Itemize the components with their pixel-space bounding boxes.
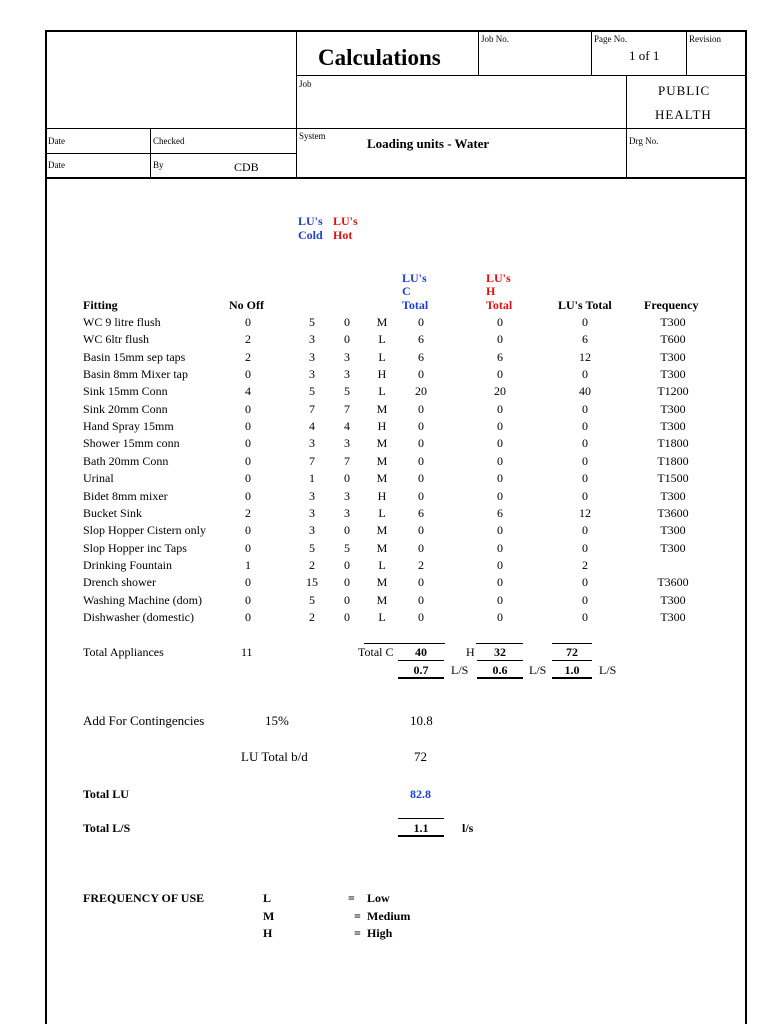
total-ls-value: 1.1 bbox=[413, 821, 429, 835]
row-no-off: 0 bbox=[245, 401, 251, 416]
row-lu-total: 0 bbox=[582, 419, 588, 434]
row-c-total: 6 bbox=[418, 332, 424, 347]
col-c-total-1: LU's bbox=[402, 271, 427, 285]
row-no-off: 0 bbox=[245, 540, 251, 555]
row-h-total: 0 bbox=[497, 540, 503, 555]
row-c-total: 0 bbox=[418, 419, 424, 434]
row-lu-hot: 7 bbox=[344, 453, 350, 468]
row-fitting: Basin 8mm Mixer tap bbox=[83, 367, 188, 382]
row-freq-code: L bbox=[378, 557, 386, 572]
total-flow-value: 1.0 bbox=[564, 663, 580, 677]
row-fitting: Sink 20mm Conn bbox=[83, 401, 168, 416]
row-no-off: 0 bbox=[245, 575, 251, 590]
by-label: By bbox=[153, 160, 164, 170]
row-fitting: WC 9 litre flush bbox=[83, 315, 161, 329]
row-lu-hot: 3 bbox=[344, 349, 350, 364]
row-lu-hot: 3 bbox=[344, 367, 350, 382]
row-lu-hot: 4 bbox=[344, 419, 350, 434]
row-frequency: T300 bbox=[660, 315, 686, 329]
row-fitting: Sink 15mm Conn bbox=[83, 384, 168, 399]
row-h-total: 0 bbox=[497, 367, 503, 382]
row-c-total: 0 bbox=[418, 401, 424, 416]
row-lu-cold: 3 bbox=[309, 367, 315, 382]
row-lu-cold: 3 bbox=[309, 436, 315, 451]
row-freq-code: M bbox=[376, 523, 388, 538]
row-h-total: 0 bbox=[497, 332, 503, 347]
col-frequency: Frequency bbox=[644, 298, 699, 312]
row-lu-total: 0 bbox=[582, 436, 588, 451]
row-lu-cold: 5 bbox=[309, 315, 315, 329]
legend-code: M bbox=[263, 908, 275, 923]
row-lu-total: 0 bbox=[582, 523, 588, 538]
total-ls-label: Total L/S bbox=[83, 821, 131, 835]
row-lu-cold: 2 bbox=[309, 609, 315, 624]
h-flow-box-top bbox=[477, 660, 523, 661]
row-lu-hot: 0 bbox=[344, 575, 350, 590]
row-h-total: 6 bbox=[497, 349, 503, 364]
col-lu-total: LU's Total bbox=[558, 298, 612, 312]
legend-equals: = bbox=[348, 891, 355, 905]
lu-bd-value: 72 bbox=[414, 749, 427, 764]
row-no-off: 0 bbox=[245, 488, 251, 503]
col-c-total-3: Total bbox=[402, 298, 429, 312]
total-appliances-label: Total Appliances bbox=[83, 645, 164, 659]
total-flow-unit: L/S bbox=[599, 663, 617, 677]
row-lu-hot: 3 bbox=[344, 505, 350, 520]
legend-meaning: Low bbox=[367, 891, 390, 905]
revision-label: Revision bbox=[689, 34, 722, 44]
row-h-total: 20 bbox=[494, 384, 506, 399]
row-lu-hot: 0 bbox=[344, 332, 350, 347]
row-c-total: 0 bbox=[418, 453, 424, 468]
total-lu-value: 82.8 bbox=[410, 787, 431, 801]
row-freq-code: L bbox=[378, 332, 386, 347]
row-lu-cold: 3 bbox=[309, 488, 315, 503]
row-h-total: 0 bbox=[497, 453, 503, 468]
header-vline-left bbox=[296, 30, 297, 178]
row-c-total: 0 bbox=[418, 367, 424, 382]
row-lu-hot: 0 bbox=[344, 315, 350, 329]
row-freq-code: L bbox=[378, 505, 386, 520]
legend-equals: = bbox=[354, 908, 361, 923]
row-lu-cold: 7 bbox=[309, 401, 315, 416]
row-h-total: 0 bbox=[497, 592, 503, 607]
h-flow-unit: L/S bbox=[529, 663, 547, 677]
legend-meaning: High bbox=[367, 926, 393, 940]
checked-label: Checked bbox=[153, 136, 185, 146]
total-c-label: Total C bbox=[358, 645, 394, 659]
row-frequency: T600 bbox=[660, 332, 686, 347]
header-hline-by bbox=[45, 153, 297, 154]
row-c-total: 0 bbox=[418, 523, 424, 538]
row-c-total: 6 bbox=[418, 505, 424, 520]
row-lu-total: 0 bbox=[582, 609, 588, 624]
lu-hot-top: LU's bbox=[333, 214, 358, 228]
row-fitting: Hand Spray 15mm bbox=[83, 419, 174, 434]
row-c-total: 0 bbox=[418, 436, 424, 451]
row-c-total: 0 bbox=[418, 315, 424, 329]
row-freq-code: H bbox=[377, 367, 387, 382]
row-frequency: T1800 bbox=[657, 453, 689, 468]
row-lu-hot: 3 bbox=[344, 436, 350, 451]
lu-cold-top: LU's bbox=[298, 214, 323, 228]
row-lu-cold: 3 bbox=[309, 505, 315, 520]
system-label: System bbox=[299, 131, 326, 141]
c-flow-box-top bbox=[398, 660, 444, 661]
row-lu-total: 0 bbox=[582, 453, 588, 468]
row-frequency: T300 bbox=[660, 401, 686, 416]
row-fitting: Bidet 8mm mixer bbox=[83, 488, 168, 503]
discipline-line1: PUBLIC bbox=[658, 83, 711, 98]
row-freq-code: L bbox=[378, 384, 386, 399]
row-no-off: 2 bbox=[245, 332, 251, 347]
row-freq-code: H bbox=[377, 488, 387, 503]
row-fitting: Slop Hopper inc Taps bbox=[83, 540, 187, 555]
system-value: Loading units - Water bbox=[367, 136, 490, 151]
legend-meaning: Medium bbox=[367, 908, 411, 923]
row-c-total: 0 bbox=[418, 609, 424, 624]
total-lu-overline bbox=[552, 643, 592, 644]
row-fitting: Bucket Sink bbox=[83, 505, 142, 520]
row-lu-total: 12 bbox=[579, 505, 591, 520]
row-frequency: T1800 bbox=[657, 436, 689, 451]
row-lu-total: 0 bbox=[582, 575, 588, 590]
total-c-overline bbox=[364, 643, 445, 644]
col-no-off: No Off bbox=[229, 298, 264, 312]
row-fitting: Washing Machine (dom) bbox=[83, 592, 203, 607]
total-h-overline bbox=[476, 643, 523, 644]
row-h-total: 0 bbox=[497, 557, 503, 572]
row-h-total: 6 bbox=[497, 505, 503, 520]
row-c-total: 6 bbox=[418, 349, 424, 364]
page-no-value: 1 of 1 bbox=[629, 48, 660, 63]
col-h-total-2: H bbox=[486, 284, 496, 298]
row-lu-total: 0 bbox=[582, 367, 588, 382]
row-c-total: 20 bbox=[415, 384, 427, 399]
row-lu-hot: 0 bbox=[344, 609, 350, 624]
row-frequency: T300 bbox=[660, 523, 686, 538]
row-no-off: 0 bbox=[245, 367, 251, 382]
row-freq-code: M bbox=[376, 471, 388, 486]
row-h-total: 0 bbox=[497, 609, 503, 624]
row-lu-total: 6 bbox=[582, 332, 588, 347]
header-vline-revision bbox=[686, 30, 687, 75]
c-flow-value: 0.7 bbox=[413, 663, 429, 677]
row-freq-code: M bbox=[376, 540, 388, 555]
row-lu-cold: 3 bbox=[309, 332, 315, 347]
legend-equals: = bbox=[354, 926, 361, 940]
row-no-off: 2 bbox=[245, 505, 251, 520]
h-flow-value: 0.6 bbox=[492, 663, 508, 677]
frame-top bbox=[45, 30, 747, 32]
lu-bd-label: LU Total b/d bbox=[241, 749, 308, 764]
row-no-off: 0 bbox=[245, 315, 251, 329]
col-h-total-1: LU's bbox=[486, 271, 511, 285]
row-freq-code: M bbox=[376, 575, 388, 590]
row-lu-hot: 0 bbox=[344, 592, 350, 607]
row-h-total: 0 bbox=[497, 436, 503, 451]
col-fitting: Fitting bbox=[83, 298, 118, 312]
row-freq-code: M bbox=[376, 592, 388, 607]
row-freq-code: L bbox=[378, 349, 386, 364]
row-fitting: Drench shower bbox=[83, 575, 156, 590]
row-c-total: 0 bbox=[418, 575, 424, 590]
row-lu-cold: 15 bbox=[306, 575, 318, 590]
row-lu-cold: 5 bbox=[309, 540, 315, 555]
row-frequency: T300 bbox=[660, 540, 686, 555]
row-frequency: T300 bbox=[660, 592, 686, 607]
by-value: CDB bbox=[234, 160, 259, 174]
row-lu-hot: 0 bbox=[344, 471, 350, 486]
row-fitting: Bath 20mm Conn bbox=[83, 453, 169, 468]
row-c-total: 0 bbox=[418, 471, 424, 486]
legend-code: L bbox=[263, 891, 272, 905]
total-h-value: 32 bbox=[494, 645, 506, 659]
row-lu-hot: 5 bbox=[344, 384, 350, 399]
row-lu-total: 12 bbox=[579, 349, 591, 364]
contingency-percent: 15% bbox=[265, 713, 289, 728]
total-lu-value: 72 bbox=[566, 645, 578, 659]
row-lu-cold: 1 bbox=[309, 471, 315, 486]
discipline-line2: HEALTH bbox=[655, 107, 712, 122]
row-lu-cold: 5 bbox=[309, 384, 315, 399]
row-fitting: Drinking Fountain bbox=[83, 557, 172, 572]
row-freq-code: M bbox=[376, 436, 388, 451]
row-lu-total: 0 bbox=[582, 540, 588, 555]
col-h-total-3: Total bbox=[486, 298, 513, 312]
row-lu-cold: 7 bbox=[309, 453, 315, 468]
row-no-off: 0 bbox=[245, 436, 251, 451]
legend-code: H bbox=[263, 926, 273, 940]
row-fitting: Basin 15mm sep taps bbox=[83, 349, 186, 364]
row-c-total: 0 bbox=[418, 592, 424, 607]
header-vline-pageno bbox=[591, 30, 592, 75]
c-flow-unit: L/S bbox=[451, 663, 469, 677]
job-label: Job bbox=[299, 79, 312, 89]
row-h-total: 0 bbox=[497, 401, 503, 416]
total-appliances-value: 11 bbox=[241, 645, 253, 659]
row-fitting: WC 6ltr flush bbox=[83, 332, 149, 347]
lu-hot-bottom: Hot bbox=[333, 228, 353, 242]
total-lu-label: Total LU bbox=[83, 787, 129, 801]
row-lu-hot: 3 bbox=[344, 488, 350, 503]
row-freq-code: L bbox=[378, 609, 386, 624]
header-vline-date bbox=[150, 128, 151, 178]
row-no-off: 0 bbox=[245, 471, 251, 486]
total-h-label: H bbox=[466, 645, 475, 659]
row-lu-total: 0 bbox=[582, 471, 588, 486]
row-fitting: Shower 15mm conn bbox=[83, 436, 180, 451]
row-lu-hot: 0 bbox=[344, 557, 350, 572]
row-c-total: 0 bbox=[418, 540, 424, 555]
row-frequency: T1200 bbox=[657, 384, 689, 399]
frequency-legend-title: FREQUENCY OF USE bbox=[83, 891, 205, 905]
row-lu-total: 0 bbox=[582, 592, 588, 607]
row-no-off: 0 bbox=[245, 609, 251, 624]
row-lu-hot: 7 bbox=[344, 401, 350, 416]
row-lu-cold: 5 bbox=[309, 592, 315, 607]
row-frequency: T300 bbox=[660, 349, 686, 364]
row-fitting: Dishwasher (domestic) bbox=[83, 609, 194, 624]
total-c-value: 40 bbox=[415, 645, 427, 659]
drg-no-label: Drg No. bbox=[629, 136, 659, 146]
row-frequency: T300 bbox=[660, 419, 686, 434]
page-no-label: Page No. bbox=[594, 34, 627, 44]
row-lu-total: 0 bbox=[582, 488, 588, 503]
total-ls-box-top bbox=[398, 818, 444, 819]
row-lu-total: 2 bbox=[582, 557, 588, 572]
row-lu-cold: 3 bbox=[309, 349, 315, 364]
row-lu-total: 40 bbox=[579, 384, 591, 399]
row-h-total: 0 bbox=[497, 575, 503, 590]
row-frequency: T300 bbox=[660, 488, 686, 503]
row-frequency: T3600 bbox=[657, 575, 689, 590]
row-h-total: 0 bbox=[497, 419, 503, 434]
row-frequency: T300 bbox=[660, 609, 686, 624]
row-lu-cold: 2 bbox=[309, 557, 315, 572]
contingency-value: 10.8 bbox=[410, 713, 433, 728]
row-lu-cold: 3 bbox=[309, 523, 315, 538]
row-h-total: 0 bbox=[497, 471, 503, 486]
row-no-off: 0 bbox=[245, 453, 251, 468]
row-fitting: Urinal bbox=[83, 471, 114, 486]
row-h-total: 0 bbox=[497, 488, 503, 503]
total-ls-unit: l/s bbox=[462, 821, 474, 835]
row-frequency: T300 bbox=[660, 367, 686, 382]
header-hline-title bbox=[296, 75, 747, 76]
row-freq-code: M bbox=[376, 315, 388, 329]
row-lu-total: 0 bbox=[582, 315, 588, 329]
row-frequency: T3600 bbox=[657, 505, 689, 520]
row-freq-code: M bbox=[376, 453, 388, 468]
row-fitting: Slop Hopper Cistern only bbox=[83, 523, 206, 538]
row-lu-total: 0 bbox=[582, 401, 588, 416]
row-freq-code: H bbox=[377, 419, 387, 434]
row-frequency: T1500 bbox=[657, 471, 689, 486]
frame-right bbox=[745, 30, 747, 1024]
row-no-off: 4 bbox=[245, 384, 251, 399]
row-h-total: 0 bbox=[497, 523, 503, 538]
date-label-2: Date bbox=[48, 160, 65, 170]
frame-left bbox=[45, 30, 47, 1024]
row-c-total: 0 bbox=[418, 488, 424, 503]
row-no-off: 0 bbox=[245, 523, 251, 538]
date-label-1: Date bbox=[48, 136, 65, 146]
lu-cold-bottom: Cold bbox=[298, 228, 323, 242]
row-no-off: 2 bbox=[245, 349, 251, 364]
total-flow-box-top bbox=[552, 660, 592, 661]
col-c-total-2: C bbox=[402, 284, 411, 298]
contingency-label: Add For Contingencies bbox=[83, 713, 205, 728]
row-lu-cold: 4 bbox=[309, 419, 315, 434]
job-no-label: Job No. bbox=[481, 34, 510, 44]
row-no-off: 0 bbox=[245, 592, 251, 607]
row-c-total: 2 bbox=[418, 557, 424, 572]
page-title: Calculations bbox=[318, 45, 441, 70]
header-vline-jobno bbox=[478, 30, 479, 75]
row-freq-code: M bbox=[376, 401, 388, 416]
row-no-off: 1 bbox=[245, 557, 251, 572]
row-lu-hot: 5 bbox=[344, 540, 350, 555]
header-vline-discipline bbox=[626, 75, 627, 178]
row-h-total: 0 bbox=[497, 315, 503, 329]
row-no-off: 0 bbox=[245, 419, 251, 434]
row-lu-hot: 0 bbox=[344, 523, 350, 538]
